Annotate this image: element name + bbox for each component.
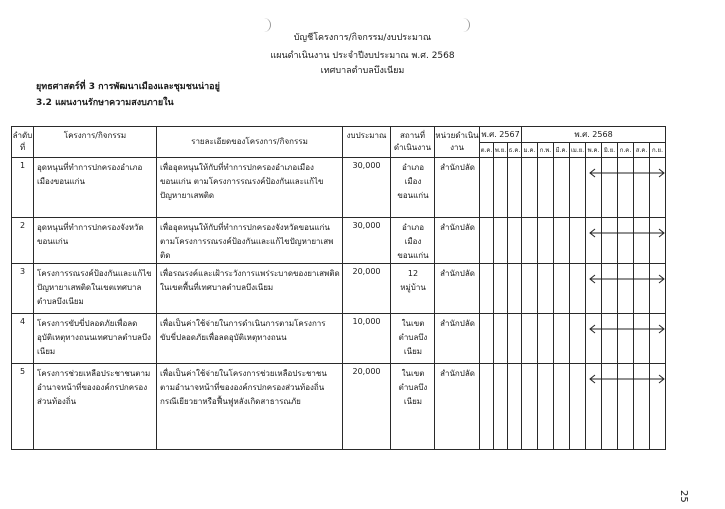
- timeline-cell: [570, 264, 586, 314]
- timeline-cell: [522, 158, 538, 218]
- timeline-cell: [554, 314, 570, 364]
- row-project: อุดหนุนที่ทำการปกครองจังหวัดขอนแก่น: [34, 218, 157, 264]
- timeline-cell: [602, 264, 618, 314]
- table-row: [12, 364, 666, 450]
- col-header-no: ลำดับที่: [12, 127, 34, 158]
- row-agency: สำนักปลัด: [435, 264, 480, 314]
- row-budget: 20,000: [343, 364, 391, 450]
- timeline-cell: [602, 364, 618, 450]
- col-header-place: สถานที่ดำเนินงาน: [391, 127, 435, 158]
- timeline-cell: [602, 218, 618, 264]
- timeline-cell: [650, 314, 666, 364]
- table-row: [12, 264, 666, 314]
- timeline-cell: [538, 218, 554, 264]
- timeline-cell: [634, 218, 650, 264]
- month-header: พ.ย.: [494, 143, 508, 158]
- row-place: 12 หมู่บ้าน: [391, 264, 435, 314]
- strategy-title: ยุทธศาสตร์ที่ 3 การพัฒนาเมืองและชุมชนน่าอยู่: [36, 82, 220, 92]
- row-agency: สำนักปลัด: [435, 364, 480, 450]
- row-detail: เพื่ออุดหนุนให้กับที่ทำการปกครองจังหวัดขอนแก่น ตามโครงการรณรงค์ป้องกันและแก้ไขปัญหายาเสพติด: [157, 218, 343, 264]
- row-budget: 10,000: [343, 314, 391, 364]
- timeline-cell: [494, 264, 508, 314]
- timeline-cell: [494, 364, 508, 450]
- col-header-agency: หน่วยดำเนินงาน: [435, 127, 480, 158]
- row-place: อำเภอเมืองขอนแก่น: [391, 218, 435, 264]
- timeline-cell: [508, 264, 522, 314]
- month-header: มิ.ย.: [602, 143, 618, 158]
- timeline-cell: [570, 364, 586, 450]
- page-number: 25: [678, 490, 689, 503]
- timeline-cell: [602, 158, 618, 218]
- timeline-cell: [538, 314, 554, 364]
- row-no: 2: [12, 218, 34, 264]
- row-detail: เพื่อรณรงค์และเฝ้าระวังการแพร่ระบาดของยาเสพติดในเขตพื้นที่เทศบาลตำบลบึงเนียม: [157, 264, 343, 314]
- timeline-cell: [522, 364, 538, 450]
- timeline-cell: [618, 158, 634, 218]
- row-project: โครงการช่วยเหลือประชาชนตามอำนาจหน้าที่ขององค์กรปกครองส่วนท้องถิ่น: [34, 364, 157, 450]
- timeline-cell: [480, 364, 494, 450]
- col-header-project: โครงการ/กิจกรรม: [34, 127, 157, 158]
- timeline-cell: [634, 314, 650, 364]
- timeline-cell: [618, 218, 634, 264]
- timeline-cell: [570, 218, 586, 264]
- timeline-cell: [480, 314, 494, 364]
- col-header-year-2567: พ.ศ. 2567: [480, 127, 522, 143]
- decorative-mark-right: [461, 18, 470, 32]
- row-detail: เพื่อเป็นค่าใช้จ่ายในโครงการช่วยเหลือประชาชนตามอำนาจหน้าที่ขององค์กรปกครองส่วนท้องถิ่น กรณีเยียวยาหรือฟื้นฟูหลังเกิดสาธารณภัย: [157, 364, 343, 450]
- timeline-cell: [634, 264, 650, 314]
- timeline-cell: [480, 218, 494, 264]
- col-header-year-2568: พ.ศ. 2568: [522, 127, 666, 143]
- plan-table: [11, 126, 666, 450]
- timeline-cell: [650, 218, 666, 264]
- month-header: ต.ค.: [480, 143, 494, 158]
- header-subtitle: แผนดำเนินงาน ประจำปีงบประมาณ พ.ศ. 2568: [270, 51, 455, 61]
- col-header-budget: งบประมาณ: [343, 127, 391, 158]
- timeline-cell: [634, 364, 650, 450]
- timeline-cell: [494, 218, 508, 264]
- timeline-cell: [522, 218, 538, 264]
- timeline-cell: [618, 364, 634, 450]
- timeline-arrow-head-left: [590, 275, 595, 283]
- month-header: ก.ค.: [618, 143, 634, 158]
- col-header-detail: รายละเอียดของโครงการ/กิจกรรม: [157, 127, 343, 158]
- month-header: ส.ค.: [634, 143, 650, 158]
- month-header: ก.ย.: [650, 143, 666, 158]
- decorative-mark-left: [262, 18, 271, 32]
- timeline-cell: [554, 158, 570, 218]
- row-project: อุดหนุนที่ทำการปกครองอำเภอเมืองขอนแก่น: [34, 158, 157, 218]
- timeline-cell: [538, 364, 554, 450]
- row-detail: เพื่ออุดหนุนให้กับที่ทำการปกครองอำเภอเมืองขอนแก่น ตามโครงการรณรงค์ป้องกันและแก้ไขปัญหายาเสพติด: [157, 158, 343, 218]
- row-project: โครงการขับขี่ปลอดภัยเพื่อลดอุบัติเหตุทางถนนเทศบาลตำบลบึงเนียม: [34, 314, 157, 364]
- timeline-arrow-head-left: [590, 229, 595, 237]
- timeline-cell: [570, 158, 586, 218]
- row-project: โครงการรณรงค์ป้องกันและแก้ไขปัญหายาเสพติดในเขตเทศบาลตำบลบึงเนียม: [34, 264, 157, 314]
- timeline-cell: [618, 264, 634, 314]
- month-header: เม.ย.: [570, 143, 586, 158]
- timeline-cell: [650, 158, 666, 218]
- timeline-cell: [538, 158, 554, 218]
- row-place: อำเภอเมืองขอนแก่น: [391, 158, 435, 218]
- row-agency: สำนักปลัด: [435, 218, 480, 264]
- row-no: 3: [12, 264, 34, 314]
- timeline-cell: [586, 364, 602, 450]
- timeline-arrow-head-left: [590, 325, 595, 333]
- row-detail: เพื่อเป็นค่าใช้จ่ายในการดำเนินการตามโครงการขับขี่ปลอดภัยเพื่อลดอุบัติเหตุทางถนน: [157, 314, 343, 364]
- timeline-cell: [494, 314, 508, 364]
- timeline-cell: [650, 364, 666, 450]
- timeline-cell: [554, 364, 570, 450]
- timeline-cell: [602, 314, 618, 364]
- timeline-cell: [586, 264, 602, 314]
- month-header: ก.พ.: [538, 143, 554, 158]
- plan-title: 3.2 แผนงานรักษาความสงบภายใน: [36, 98, 174, 108]
- timeline-cell: [508, 314, 522, 364]
- row-agency: สำนักปลัด: [435, 158, 480, 218]
- row-budget: 20,000: [343, 264, 391, 314]
- row-place: ในเขตตำบลบึงเนียม: [391, 364, 435, 450]
- month-header: มี.ค.: [554, 143, 570, 158]
- table-row: [12, 314, 666, 364]
- row-budget: 30,000: [343, 158, 391, 218]
- row-budget: 30,000: [343, 218, 391, 264]
- timeline-cell: [508, 364, 522, 450]
- table-row: [12, 218, 666, 264]
- timeline-arrow-head-left: [590, 169, 595, 177]
- row-no: 1: [12, 158, 34, 218]
- timeline-cell: [634, 158, 650, 218]
- timeline-cell: [586, 218, 602, 264]
- timeline-cell: [522, 314, 538, 364]
- timeline-cell: [508, 218, 522, 264]
- row-no: 5: [12, 364, 34, 450]
- timeline-cell: [554, 218, 570, 264]
- timeline-cell: [522, 264, 538, 314]
- month-header: ธ.ค.: [508, 143, 522, 158]
- month-header: พ.ค.: [586, 143, 602, 158]
- timeline-cell: [538, 264, 554, 314]
- table-row: [12, 158, 666, 218]
- header-title: บัญชีโครงการ/กิจกรรม/งบประมาณ: [293, 33, 432, 43]
- timeline-cell: [554, 264, 570, 314]
- timeline-cell: [508, 158, 522, 218]
- row-no: 4: [12, 314, 34, 364]
- row-place: ในเขตตำบลบึงเนียม: [391, 314, 435, 364]
- row-agency: สำนักปลัด: [435, 314, 480, 364]
- timeline-arrow-head-left: [590, 375, 595, 383]
- timeline-cell: [494, 158, 508, 218]
- timeline-cell: [650, 264, 666, 314]
- timeline-cell: [618, 314, 634, 364]
- timeline-cell: [570, 314, 586, 364]
- timeline-cell: [480, 264, 494, 314]
- timeline-cell: [586, 158, 602, 218]
- header-org: เทศบาลตำบลบึงเนียม: [320, 66, 405, 76]
- timeline-cell: [480, 158, 494, 218]
- timeline-cell: [586, 314, 602, 364]
- month-header: ม.ค.: [522, 143, 538, 158]
